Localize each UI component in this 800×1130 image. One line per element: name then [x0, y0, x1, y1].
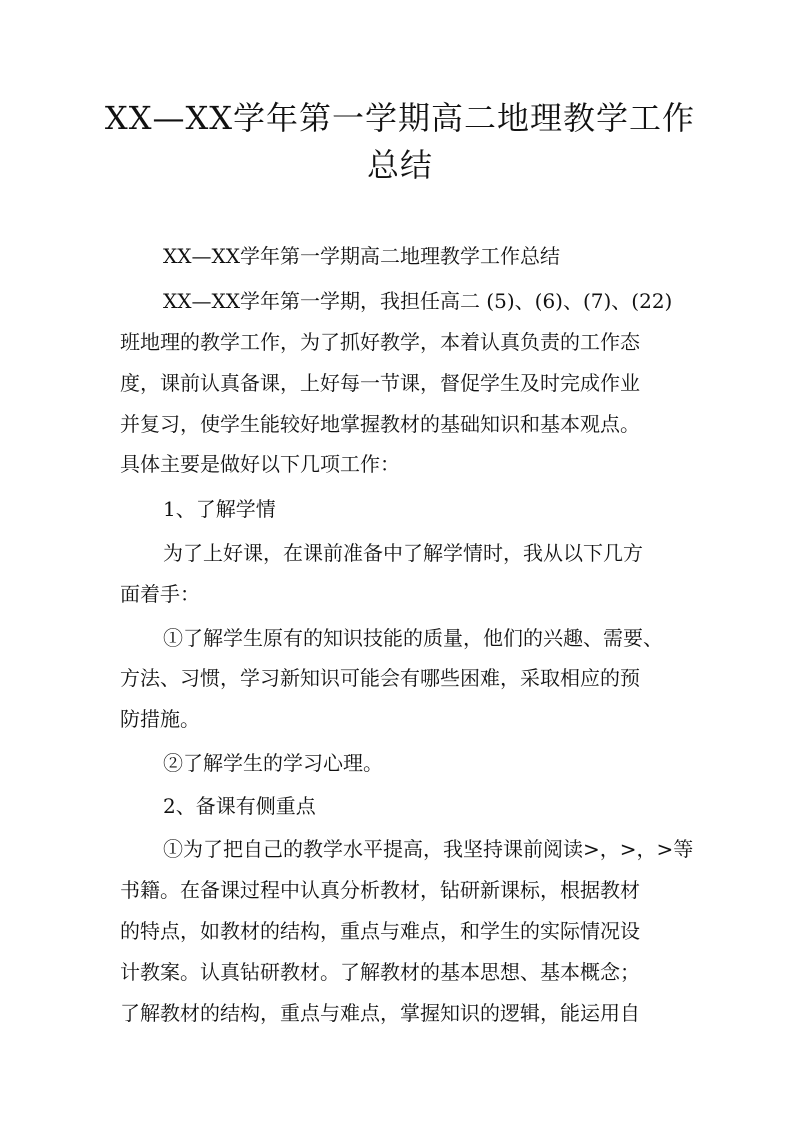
- body-line-11: 方法、习惯，学习新知识可能会有哪些困难，采取相应的预: [120, 666, 640, 690]
- body-line-17: 的特点，如教材的结构，重点与难点，和学生的实际情况设: [120, 919, 640, 943]
- body-line-13: ②了解学生的学习心理。: [163, 751, 383, 775]
- body-line-7: 1、了解学情: [163, 497, 276, 521]
- body-line-19: 了解教材的结构，重点与难点，掌握知识的逻辑，能运用自: [120, 1001, 640, 1025]
- body-line-16: 书籍。在备课过程中认真分析教材，钻研新课标，根据教材: [120, 878, 640, 902]
- body-line-14: 2、备课有侧重点: [163, 794, 316, 818]
- body-line-12: 防措施。: [120, 707, 200, 731]
- body-line-6: 具体主要是做好以下几项工作：: [120, 452, 400, 476]
- body-line-4: 度，课前认真备课，上好每一节课，督促学生及时完成作业: [120, 371, 640, 395]
- body-line-18: 计教案。认真钻研教材。了解教材的基本思想、基本概念；: [120, 960, 640, 984]
- body-line-2: XX—XX学年第一学期，我担任高二 (5)、(6)、(7)、(22): [163, 289, 673, 313]
- document-title-line-1: XX—XX学年第一学期高二地理教学工作: [104, 99, 696, 137]
- body-line-8: 为了上好课，在课前准备中了解学情时，我从以下几方: [163, 541, 643, 565]
- body-line-1: XX—XX学年第一学期高二地理教学工作总结: [163, 244, 560, 268]
- body-line-9: 面着手：: [120, 582, 200, 606]
- body-line-5: 并复习，使学生能较好地掌握教材的基础知识和基本观点。: [120, 412, 640, 436]
- document-title-line-2: 总结: [366, 146, 433, 184]
- body-line-3: 班地理的教学工作，为了抓好教学，本着认真负责的工作态: [120, 330, 640, 354]
- body-line-10: ①了解学生原有的知识技能的质量，他们的兴趣、需要、: [163, 626, 663, 650]
- body-line-15: ①为了把自己的教学水平提高，我坚持课前阅读>，>，>等: [163, 837, 694, 861]
